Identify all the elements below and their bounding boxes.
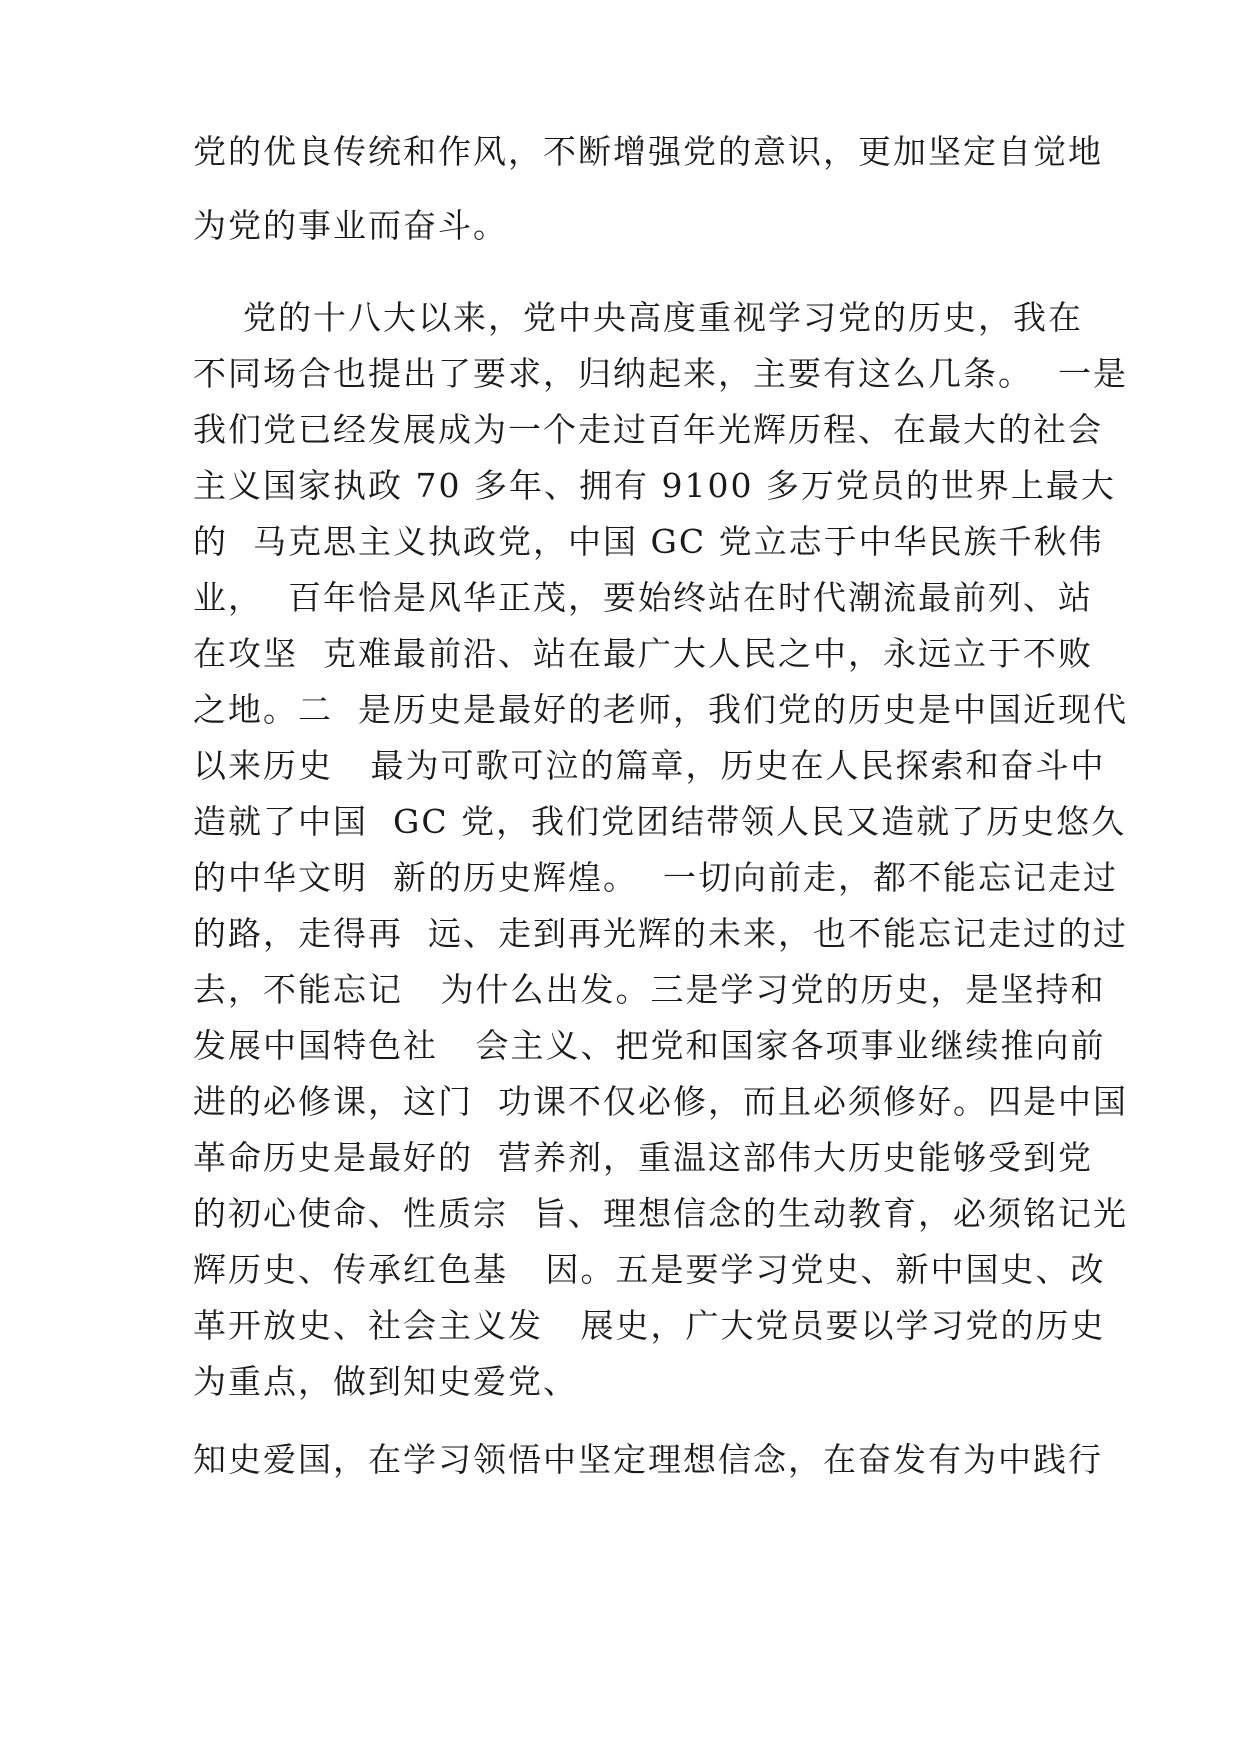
- text-line: 为党的事业而奋斗。: [193, 206, 508, 245]
- paragraph-first-line: 党的十八大以来，党中央高度重视学习党的历史，我在: [193, 298, 1083, 337]
- text-line: 造就了中国 GC 党，我们党团结带领人民又造就了历史悠久: [193, 802, 1127, 841]
- text-line: 在攻坚 克难最前沿、站在最广大人民之中，永远立于不败: [193, 634, 1093, 673]
- text-line: 为重点，做到知史爱党、: [193, 1362, 578, 1401]
- text-line: 的 马克思主义执政党，中国 GC 党立志于中华民族千秋伟: [193, 522, 1104, 561]
- text-line: 革命历史是最好的 营养剂，重温这部伟大历史能够受到党: [193, 1138, 1093, 1177]
- text-line: 辉历史、传承红色基 因。五是要学习党史、新中国史、改: [193, 1250, 1106, 1289]
- text-line: 之地。二 是历史是最好的老师，我们党的历史是中国近现代: [193, 690, 1128, 729]
- text-line: 知史爱国，在学习领悟中坚定理想信念，在奋发有为中践行: [193, 1440, 1103, 1479]
- text-line: 的初心使命、性质宗 旨、理想信念的生动教育，必须铭记光: [193, 1194, 1128, 1233]
- text-line: 革开放史、社会主义发 展史，广大党员要以学习党的历史: [193, 1306, 1106, 1345]
- text-line: 我们党已经发展成为一个走过百年光辉历程、在最大的社会: [193, 410, 1103, 449]
- text-line: 去，不能忘记 为什么出发。三是学习党的历史，是坚持和: [193, 970, 1106, 1009]
- text-line: 的路，走得再 远、走到再光辉的未来，也不能忘记走过的过: [193, 914, 1128, 953]
- text-line: 不同场合也提出了要求，归纳起来，主要有这么几条。 一是: [193, 354, 1128, 393]
- text-line: 的中华文明 新的历史辉煌。 一切向前走，都不能忘记走过: [193, 858, 1118, 897]
- text-line: 党的优良传统和作风，不断增强党的意识，更加坚定自觉地: [193, 132, 1103, 171]
- text-line: 发展中国特色社 会主义、把党和国家各项事业继续推向前: [193, 1026, 1106, 1065]
- text-line: 主义国家执政 70 多年、拥有 9100 多万党员的世界上最大: [193, 466, 1116, 505]
- text-line: 业， 百年恰是风华正茂，要始终站在时代潮流最前列、站: [193, 578, 1093, 617]
- text-line: 进的必修课，这门 功课不仅必修，而且必须修好。四是中国: [193, 1082, 1128, 1121]
- text-line: 以来历史 最为可歌可泣的篇章，历史在人民探索和奋斗中: [193, 746, 1106, 785]
